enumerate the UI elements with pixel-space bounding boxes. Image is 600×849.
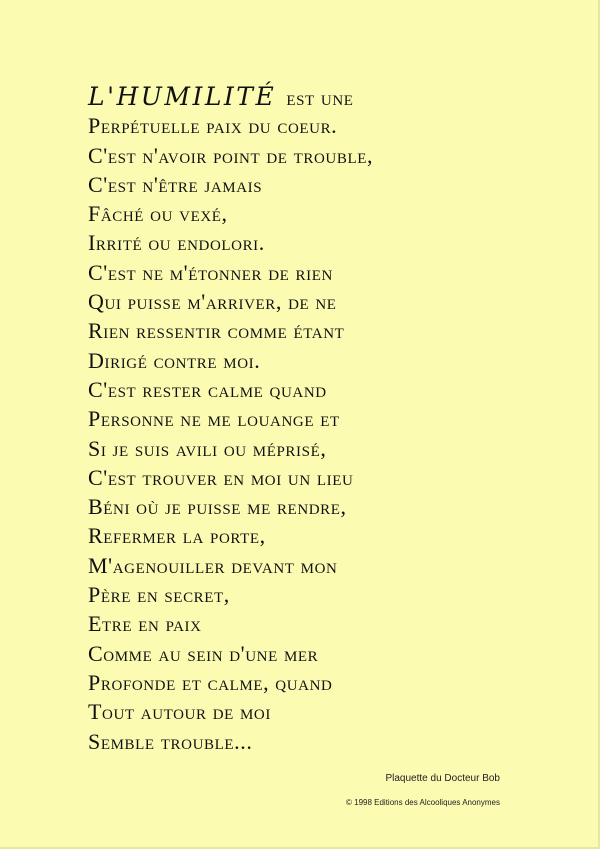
poem-line: M'agenouiller devant mon — [88, 552, 338, 578]
poem-line: C'est trouver en moi un lieu — [88, 464, 354, 490]
poem-line: Fâché ou vexé, — [88, 201, 228, 227]
poem-title-line — [88, 82, 373, 111]
poem-line: Qui puisse m'arriver, de ne — [88, 289, 337, 315]
poem-line: Si je suis avili ou méprisé, — [88, 435, 327, 461]
poem-line: Irrité ou endolori. — [88, 230, 265, 256]
poem-line: C'est ne m'étonner de rien — [88, 259, 333, 285]
poem-line: C'est rester calme quand — [88, 376, 327, 402]
poem-line: Béni où je puisse me rendre, — [88, 494, 347, 520]
poem-line: Dirigé contre moi. — [88, 347, 261, 373]
poem-line: Père en secret, — [88, 582, 230, 608]
poem — [88, 82, 373, 756]
poem-line: Personne ne me louange et — [88, 406, 340, 432]
poem-title: L'HUMILITÉ — [88, 82, 277, 111]
poem-line: Comme au sein d'une mer — [88, 640, 319, 666]
poem-line: Etre en paix — [88, 611, 202, 637]
poem-line: Semble trouble... — [88, 728, 253, 754]
poem-line: Profonde et calme, quand — [88, 669, 333, 695]
poem-line: C'est n'avoir point de trouble, — [88, 142, 374, 168]
poem-line: C'est n'être jamais — [88, 171, 263, 197]
poem-title-rest: est une — [286, 85, 354, 110]
poem-line: Rien ressentir comme étant — [88, 318, 345, 344]
credit-text: Plaquette du Docteur Bob — [385, 773, 500, 784]
copyright-text: © 1998 Editions des Alcooliques Anonymes — [346, 798, 500, 807]
poem-line: Refermer la porte, — [88, 523, 266, 549]
poem-line: Tout autour de moi — [88, 699, 271, 725]
poem-line: Perpétuelle paix du coeur. — [88, 113, 338, 139]
